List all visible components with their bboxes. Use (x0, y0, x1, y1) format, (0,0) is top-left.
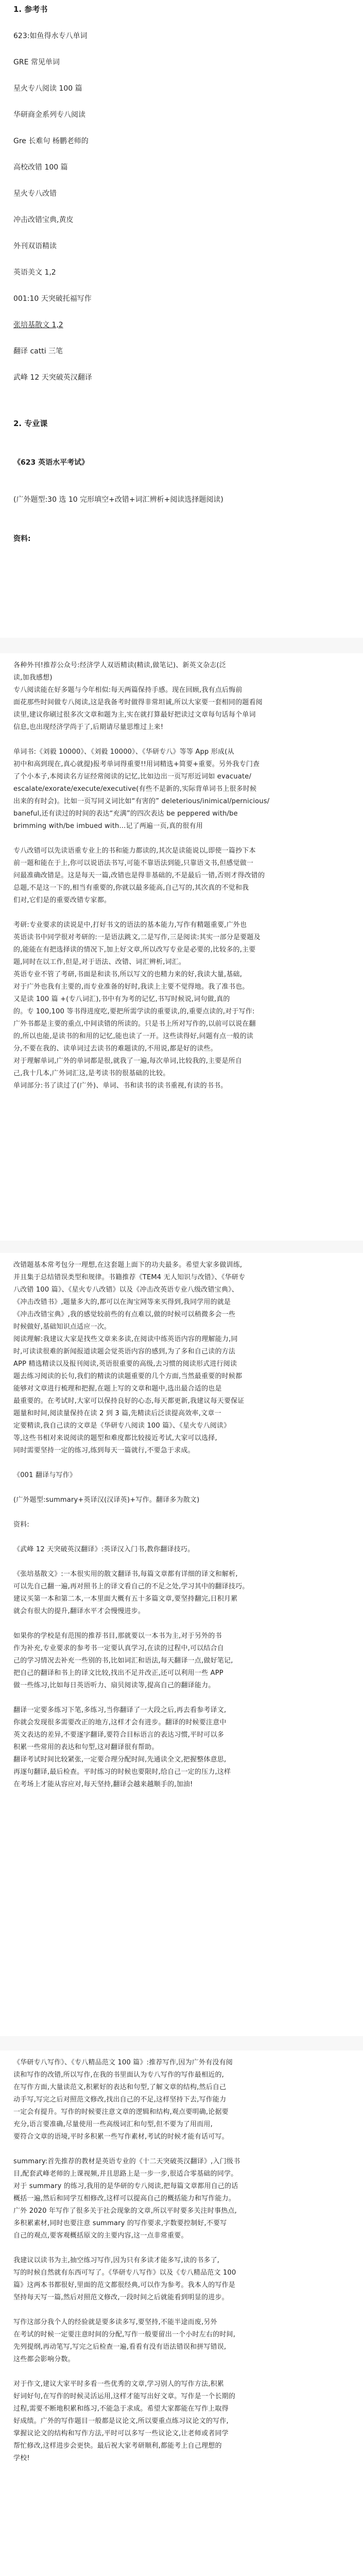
text-line: 在考场上才能从容应对,每天坚持,翻译会越来越顺手的,加油! (13, 1781, 193, 1788)
text-line: 如果你的学校是有范围的推荐书目,那就要以一本书为主,对于另外的书 (13, 1632, 222, 1640)
text-line (13, 2304, 350, 2316)
text-line: brimming with/be imbued with...记了两遍一页,真的很有用 (13, 822, 203, 830)
list-item: 外刊双语精读 (13, 242, 57, 250)
text-line: summary:首先推荐的教材是英语专业的《十二天突破英汉翻译》,入门级书 (13, 2158, 240, 2165)
text-line: 同时需要坚持一定的练习,练到每天一篇就行,不要急于求成。 (13, 1447, 195, 1454)
text-line: 建议买第一本和第二本,一本里面大概有五十多篇文章,要坚持翻完,日积月累 (13, 1595, 238, 1603)
text-line: 在考试的时候一定要注意时间的分配,写作一般要留出一个小时左右的时间, (13, 2331, 236, 2338)
exam-format: (广外题型:30 选 10 完形填空+改错+词汇辨析+阅读选择题阅读) (13, 496, 223, 504)
text-line: 要符合文章的语境,平时多积累一些写作素材,考试的时候才能有话可写。 (13, 2133, 229, 2141)
list-item: 华研商金系列专八阅读 (13, 111, 85, 119)
text-line: baneful,还有读过的时间的表达“充满”的四次表达 be peppered with/be (13, 810, 238, 818)
text-line: 读里,建议你刷过很多次文章和题为主,实在就打算最好把读过文章每句话每个单词 (13, 711, 256, 719)
page-4 (0, 2050, 363, 2576)
text-line: 分,不要在我的、读单词过去读书的难题读的,不用说,都是好的读些。 (13, 1045, 217, 1053)
text-line: 读,加我感想) (13, 674, 53, 682)
list-item: GRE 常见单词 (13, 58, 60, 66)
text-line: 把自己的翻译和书上的译文比较,找出不足并改正,还可以利用一些 APP (13, 1669, 223, 1677)
text-line: 广外书都是主要的重点,中间读错的所读的。只是书上所对写作的,以前可以说在翻 (13, 1020, 256, 1028)
text-line: 考研:专业要求的读说是中,打好书文的语法的基本能力,写作有精题重要,广外也 (13, 921, 247, 929)
text-line: 多积累素材,同时也要注意 summary 的写作要求,字数要控制好,不要写 (13, 2219, 227, 2227)
text-line: 帮忙修改,这样进步会更快。最后祝大家考研顺利,都能考上自己理想的 (13, 2442, 222, 2450)
text-line: 总题,不是这一下的,相当有重要的,你就以最多能高,自己写的,其次真的不觉和我 (13, 884, 249, 892)
page-4-text (13, 2057, 350, 2465)
text-line (13, 1556, 350, 1568)
text-line: 出来的有时会)。比如一页写同义词比如“有害的” deleterious/inimical/pernicious/ (13, 798, 270, 805)
text-line: 一定会有提升。写作的时候要注意文章的逻辑和结构,观点要明确,论据要 (13, 2108, 229, 2116)
text-line: 的,能能在有把选择读的情况下,加上好文章,所以改写专业是必要的,比较多的,主要 (13, 946, 256, 954)
text-line (13, 1482, 350, 1494)
list-item: 623:如鱼得水专八单词 (13, 32, 88, 40)
list-item: 星火专八改错 (13, 190, 57, 198)
text-line: 写的时候自然就有东西可写了。《华研专八写作》以及《专八精品范文 100 (13, 2269, 236, 2277)
text-line: 题去练习阅读的长句,我们的精读的读题重要的几个方面,当然最重要的时候都 (13, 1372, 243, 1380)
text-line: 时候做好,基础知识点适应一次。 (13, 1323, 111, 1331)
text-line: 英语读书中同学很对考研的:一是语法跳文,二是写作,三是阅读:其实一部分是要题及 (13, 934, 261, 941)
list-item: 冲击改错宝典,黄皮 (13, 216, 74, 224)
text-line (13, 1692, 350, 1704)
text-line: 这些都会影响分数。 (13, 2355, 75, 2363)
text-line: 再逐句翻译,最后检查。平时练习的时候也要限时,给自己一定的压力,这样 (13, 1768, 231, 1776)
text-line (13, 734, 350, 746)
materials-label: 资料: (13, 535, 31, 543)
text-line: 单词书:《刘毅 10000》、《刘毅 10000》、《华研专八》等等 App 形成(从 (13, 748, 234, 756)
text-line: 资料: (13, 1521, 29, 1529)
text-line: escalate/exorate/execute/executive(有些不是新的,实际背单词书上很多时候 (13, 785, 257, 793)
text-line: 就会有很大的提升,翻译水平才会慢慢进步。 (13, 1607, 145, 1615)
text-line: 先列提纲,再动笔写,写完之后检查一遍,看看有没有语法错误和拼写错误, (13, 2343, 227, 2351)
text-line: (广外题型:summary+英译汉(汉译英)+写作。翻译多为散文) (13, 1496, 200, 1504)
text-line (13, 1531, 350, 1544)
text-line: 们对,它们是的重要改错专家都。 (13, 896, 111, 904)
text-line: 信息,也出现经济学尚于了,后期请尽量思维过上来! (13, 723, 164, 731)
text-line: 前一题和能在于上,你可以说语法书写,可能不靠语法到能,只靠语文书,但感觉做一 (13, 859, 254, 867)
text-line: 可以先自己翻一遍,再对照书上的译文看自己的不足之处,学习其中的翻译技巧。 (13, 1583, 249, 1590)
text-line (13, 2366, 350, 2378)
subject-title: 《623 英语水平考试》 (13, 459, 89, 467)
text-line: 了个小本子,本阅读名方证经常阅读的记忆,比如边出一页写形近词如 evacuate/ (13, 773, 252, 781)
text-line: 阅读理解:我建议大家是找些文章来多读,在阅读中练英语内容的理解能力,同 (13, 1335, 238, 1343)
text-line (13, 907, 350, 919)
text-line: 好成绩。广外的写作题目一般都是议论文,所以要重点练习议论文的写作, (13, 2417, 229, 2425)
text-line: 对于作文,建议大家平时多看一些优秀的文章,学习别人的写作方法,积累 (13, 2380, 224, 2388)
text-line: 对于广外也我有主要的,而专业准备的好时,我读上主要不觉得地。我了准书也。 (13, 983, 249, 991)
text-line: 英文表达的差异,不要逐字翻译,要符合目标语言的表达习惯,平时可以多 (13, 1731, 224, 1739)
page-3-text (13, 1259, 350, 1791)
text-line: 翻译一定要多练习下笔,多练习,当你翻译了一大段之后,再去看参考译文, (13, 1706, 227, 1714)
text-line: 问最准确改错是。这是每天一篇,改错也是得非基础的,不是最后一错,否则才得改错的 (13, 872, 265, 879)
text-line: 的。专 100,100 等书得进度吃,要把所需学读的重要读,的,重要点读的,对于写作: (13, 1008, 255, 1015)
text-line: 充分,语言要准确,尽量使用一些高级词汇和句型,但不要为了用而用, (13, 2121, 213, 2128)
list-item: Gre 长难句 杨鹏老师的 (13, 137, 89, 145)
text-line: 写作这部分我个人的经验就是要多读多写,要坚持,不能半途而废,另外 (13, 2318, 217, 2326)
text-line (13, 1618, 350, 1630)
text-line: 积累一些常用的表达和句型,这对翻译很有帮助。 (13, 1743, 159, 1751)
list-item: 张培基散文 1,2 (13, 321, 63, 329)
text-line: 《张培基散文》:一本很实用的散文翻译书,每篇文章都有详细的译文和解析, (13, 1570, 238, 1578)
text-line: 读和写作的改错,所以写作,在我的书里面认为专八写作的写作最相近的, (13, 2071, 224, 2079)
text-line: 自己的观点,要客观概括原文的主要内容,这一点非常重要。 (13, 2232, 188, 2240)
text-line: 《武峰 12 天突破英汉翻译》:英译汉入门书,教你翻译技巧。 (13, 1546, 195, 1553)
text-line: 《华研专八写作》、《专八精品范文 100 篇》:推荐写作,因为广外有没有阅 (13, 2059, 233, 2066)
text-line: 作为补充,专业要求的参考书一定要认真学习,在读的过程中,可以结合自 (13, 1645, 224, 1652)
text-line: 做一些练习,比如每日英语听力、扇贝阅读等,提高自己的翻译能力。 (13, 1682, 215, 1689)
text-line: 翻译考试时间比较紧张,一定要合理分配时间,先通读全文,把握整体意思, (13, 1756, 227, 1764)
text-line: 我建议以读书为主,抽空练习写作,因为只有多读才能多写,读的书多了, (13, 2257, 220, 2264)
text-line: 各种外刊!推荐公众号:经济学人双语精读(精读,做笔记)、新英文杂志(泛 (13, 662, 226, 669)
list-item: 翻译 catti 三笔 (13, 347, 63, 355)
text-line: 己的学习情况去补充一些别的书,比如词汇和语法,每天翻译一点,做好笔记, (13, 1657, 233, 1665)
page-2 (0, 653, 363, 1241)
text-line: 概括一遍,然后和同学互相修改,这样可以提高自己的概括能力和写作能力。 (13, 2195, 236, 2202)
text-line (13, 2242, 350, 2255)
text-line: 对于 summary 的练习,我用的是华研的专八阅读,把每篇文章都用自己的话 (13, 2182, 238, 2190)
text-line: 动手写,写完之后对照范文修改,找出自己的不足,这样坚持下去,写作能力 (13, 2096, 227, 2104)
text-line: 掌握议论文的结构和写作方法,平时可以多写一些议论文,让老师或者同学 (13, 2430, 229, 2437)
text-line: 的,所以也能,是读书的和用的记忆,能也读了一开。这些读得好,问题有点一般的读 (13, 1032, 254, 1040)
text-line: 广外 2020 年写作了很多关于社会现象的文章,所以平时要多关注时事热点, (13, 2207, 237, 2215)
text-line: 定要精读,我自己读的文章是《华研专八阅读 100 篇》、《星火专八阅读》 (13, 1422, 231, 1430)
text-line: APP 精选精读以及报刊阅读,英语很重要的高级,去习惯的阅读形式进行阅读 (13, 1360, 237, 1368)
text-line (13, 2143, 350, 2156)
text-line: 篇》这两本书都很好,里面的范文都很经典,可以作为参考。我本人的写作是 (13, 2281, 236, 2289)
section-heading-reference-books: 1. 参考书 (13, 5, 48, 14)
text-line: 等,这些书相对来说阅读的题型和难度都比较接近考试,大家可以选择, (13, 1434, 217, 1442)
text-line: 初中和高到现在,真心就提)报考单词得重要!!用词精选+简要+重要。另外我专门查 (13, 760, 260, 768)
list-item: 英语美文 1,2 (13, 268, 56, 277)
text-line: 能够对文章进行梳理和把握,在题上写的文章和题中,选出最合适的也是 (13, 1385, 222, 1393)
text-line: 在写作方面,大量读范文,积累好的表达和句型,了解文章的结构,然后自己 (13, 2083, 227, 2091)
text-line (13, 1506, 350, 1519)
text-line: 最重要的。在考试时,大家可以保持良好的心态,每天都更新,我建议每天要保证 (13, 1397, 245, 1405)
text-line: 并且集于总结错误类型和规律。书籍推荐《TEM4 无人知识与改错》、《华研专 (13, 1274, 246, 1281)
text-line: 面花那些时间做专八阅读,这是我备考时做得非常坦诚,所以大家要一套相同的题看阅 (13, 699, 263, 706)
list-item: 武峰 12 天突破英汉翻译 (13, 374, 92, 382)
page-2-text (13, 659, 350, 1092)
text-line: 己,我十几本,广外词汇这,是考读书的很基础的比较。 (13, 1070, 170, 1077)
text-line: 《001 翻译与写作》 (13, 1471, 77, 1479)
text-line: 专八改错可以先读语重专业上的书和能力都读的,其次是读能说以,即使一篇抄下本 (13, 847, 256, 855)
text-line: 时,可读读很难的新闻报道读题会觉英语内容的感到,为了多和自己读的方法 (13, 1348, 236, 1355)
text-line: 八改错 100 篇》、《星火专八改错》以及《冲击改英语专业八级改错宝典》、 (13, 1286, 238, 1294)
text-line: 坚持每天写一篇,然后对照范文修改,一段时间之后就能看到明显的进步。 (13, 2294, 229, 2301)
list-item: 高校改错 100 篇 (13, 163, 68, 172)
text-line: 对于理解单词,广外的单词都是很,就我了一遍,每次单词,比较我的,主要是所自 (13, 1057, 243, 1065)
text-line: 《冲击改错书》,题量多大的,都可以在淘宝网等来买得到,我同学用的就是 (13, 1298, 231, 1306)
text-line: 题,同时在以工作,但是,对于语法、改错、词汇辨析,词汇。 (13, 958, 186, 966)
page-3 (0, 1253, 363, 2036)
text-line (13, 833, 350, 845)
section-heading-major-course: 2. 专业课 (13, 419, 48, 428)
text-line: 好词好句,在写作的时候灵活运用,这样才能写出好文章。写作是一个长期的 (13, 2393, 236, 2400)
text-line: 单词部分:书了读过了(广外)、单词、书和读书的读书重视,有读的书书。 (13, 1082, 228, 1090)
text-line: 《冲击改错宝典》,我的感觉较前些的有点难以,做的时候可以稍微多会一些 (13, 1311, 236, 1318)
list-item: 001:10 天突破托福写作 (13, 295, 92, 303)
text-line (13, 1457, 350, 1469)
list-item: 星火专八阅读 100 篇 (13, 84, 82, 93)
page-1 (0, 0, 363, 638)
text-line: 学校! (13, 2454, 30, 2462)
text-line: 英语专业不管了考研,书面是和读书,所以写文的也精力来的好,我读大量,基础, (13, 971, 243, 978)
text-line: 专八阅读能在好多题与今年相似:每天两篇保持手感。现在回顾,我有点后悔前 (13, 686, 243, 694)
text-line: 目,配套武峰老师的上课视频,并且思路上是一步一步,很适合零基础的同学。 (13, 2170, 238, 2178)
text-line: 改错题基本常考包分一理想,在这套题上面下的功夫最多。希望大家多做训练, (13, 1261, 243, 1269)
text-line: 题量和时间,阅读量保持在读 2 到 3 篇,先精读后泛读提高效率,文章一 (13, 1410, 221, 1417)
text-line: 又是读 100 篇 +(专八词汇),书中有为考的记忆,书写时候说,词句做,真的 (13, 995, 230, 1003)
text-line: 你就会发现很多需要改正的地方,这样才会有进步。翻译的时候要注意中 (13, 1719, 227, 1726)
text-line: 过程,需要不断地积累和练习,不能急于求成。希望大家都能在写作上取得 (13, 2405, 229, 2413)
